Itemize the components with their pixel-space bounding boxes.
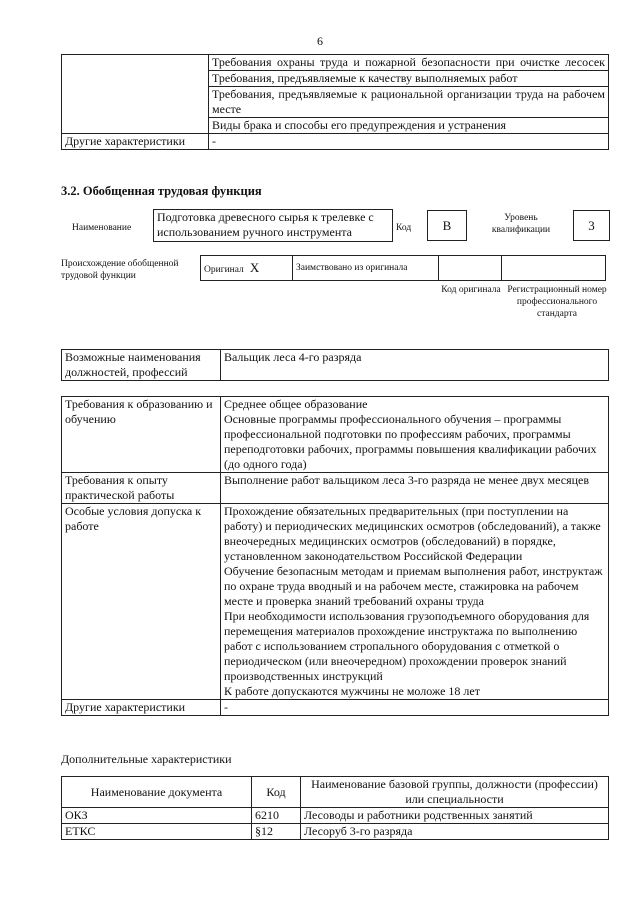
- header-code: Код: [252, 777, 301, 808]
- table-row: [62, 700, 609, 716]
- education-label: Требования к образованию и обучению: [62, 397, 221, 473]
- education-line: Среднее общее образование: [224, 397, 368, 411]
- level-value: 3: [588, 218, 595, 233]
- level-label: Уровень квалификации: [491, 213, 551, 235]
- header-doc: Наименование документа: [62, 777, 252, 808]
- admission-label: Особые условия допуска к работе: [62, 504, 221, 700]
- admission-line: К работе допускаются мужчины не моложе 18 лет: [224, 684, 480, 698]
- table-row: [62, 134, 609, 150]
- table-row: [62, 808, 609, 824]
- additional-table: [61, 776, 609, 840]
- name-cell: Лесоводы и работники родственных занятий: [301, 808, 609, 824]
- table-row: [62, 504, 609, 700]
- origin-code-caption: Код оригинала: [441, 285, 501, 295]
- original-label: Оригинал: [204, 265, 244, 275]
- knowledge-cell: Требования охраны труда и пожарной безопасности при очистке лесосек: [209, 55, 609, 71]
- requirements-table: [61, 396, 609, 716]
- experience-value: Выполнение работ вальщиком леса 3-го разряда не менее двух месяцев: [221, 473, 609, 504]
- education-line: Основные программы профессионального обучения – программы профессиональной подготовки по профессиям рабочих, программы переподготовки рабочих, программы повышения квалификации рабочих (до одного года): [224, 412, 597, 471]
- positions-table: [61, 349, 609, 381]
- additional-title: Дополнительные характеристики: [61, 752, 232, 766]
- header-name: Наименование базовой группы, должности (профессии) или специальности: [301, 777, 609, 808]
- function-name-box: [153, 209, 393, 242]
- page-number: 6: [317, 34, 323, 48]
- admission-line: Обучение безопасным методам и приемам выполнения работ, инструктаж по охране труда вводный и на рабочем месте, стажировка на рабочем месте и проверка знаний требований охраны труда: [224, 564, 603, 608]
- borrowed-cell: [293, 256, 439, 281]
- knowledge-cell: Виды брака и способы его предупреждения и устранения: [209, 118, 609, 134]
- original-cell: [201, 256, 293, 281]
- level-box: [573, 210, 610, 241]
- table-row: [62, 473, 609, 504]
- other-label: Другие характеристики: [62, 134, 209, 150]
- table-row: [62, 55, 609, 71]
- knowledge-cell: Требования, предъявляемые к рациональной организации труда на рабочем месте: [209, 87, 609, 118]
- positions-label: Возможные наименования должностей, профессий: [62, 350, 221, 381]
- section-title: 3.2. Обобщенная трудовая функция: [61, 184, 262, 198]
- name-label: Наименование: [72, 223, 132, 233]
- origin-table: [200, 255, 606, 281]
- doc-cell: ОКЗ: [62, 808, 252, 824]
- experience-label: Требования к опыту практической работы: [62, 473, 221, 504]
- knowledge-cell: Требования, предъявляемые к качеству выполняемых работ: [209, 71, 609, 87]
- origin-code-cell: [439, 256, 502, 281]
- table-row: [62, 397, 609, 473]
- reg-number-cell: [502, 256, 606, 281]
- admission-value: [221, 504, 609, 700]
- function-code: В: [442, 218, 452, 233]
- positions-value: Вальщик леса 4-го разряда: [221, 350, 609, 381]
- reg-number-caption: Регистрационный номер профессионального стандарта: [507, 285, 607, 319]
- other-label: Другие характеристики: [62, 700, 221, 716]
- table-header-row: [62, 777, 609, 808]
- admission-line: Прохождение обязательных предварительных (при поступлении на работу) и периодических медицинских осмотров (обследований), а также внеочередных медицинских осмотров (обследований) в порядке, установленном законодательством Российской Федерации: [224, 504, 601, 563]
- origin-label: Происхождение обобщенной трудовой функции: [61, 259, 179, 281]
- doc-cell: ЕТКС: [62, 824, 252, 840]
- admission-line: При необходимости использования грузоподъемного оборудования для перемещения материалов прохождение инструктажа по выполнению работ с использованием стропального оборудования с отметкой о периодическом (или внеочередном) прохождении проверок знаний производственных инструкций: [224, 609, 590, 683]
- other-value: -: [221, 700, 609, 716]
- original-mark: X: [249, 260, 260, 275]
- code-label: Код: [396, 223, 412, 233]
- borrowed-label: Заимствовано из оригинала: [296, 263, 408, 273]
- empty-label-cell: [62, 55, 209, 134]
- code-cell: 6210: [252, 808, 301, 824]
- table-row: [62, 824, 609, 840]
- function-code-box: [427, 210, 467, 241]
- name-cell: Лесоруб 3-го разряда: [301, 824, 609, 840]
- function-name: Подготовка древесного сырья к трелевке с использованием ручного инструмента: [157, 210, 374, 239]
- other-value: -: [209, 134, 609, 150]
- table-row: [62, 350, 609, 381]
- code-cell: §12: [252, 824, 301, 840]
- education-value: [221, 397, 609, 473]
- top-knowledge-table: [61, 54, 609, 150]
- table-row: [201, 256, 606, 281]
